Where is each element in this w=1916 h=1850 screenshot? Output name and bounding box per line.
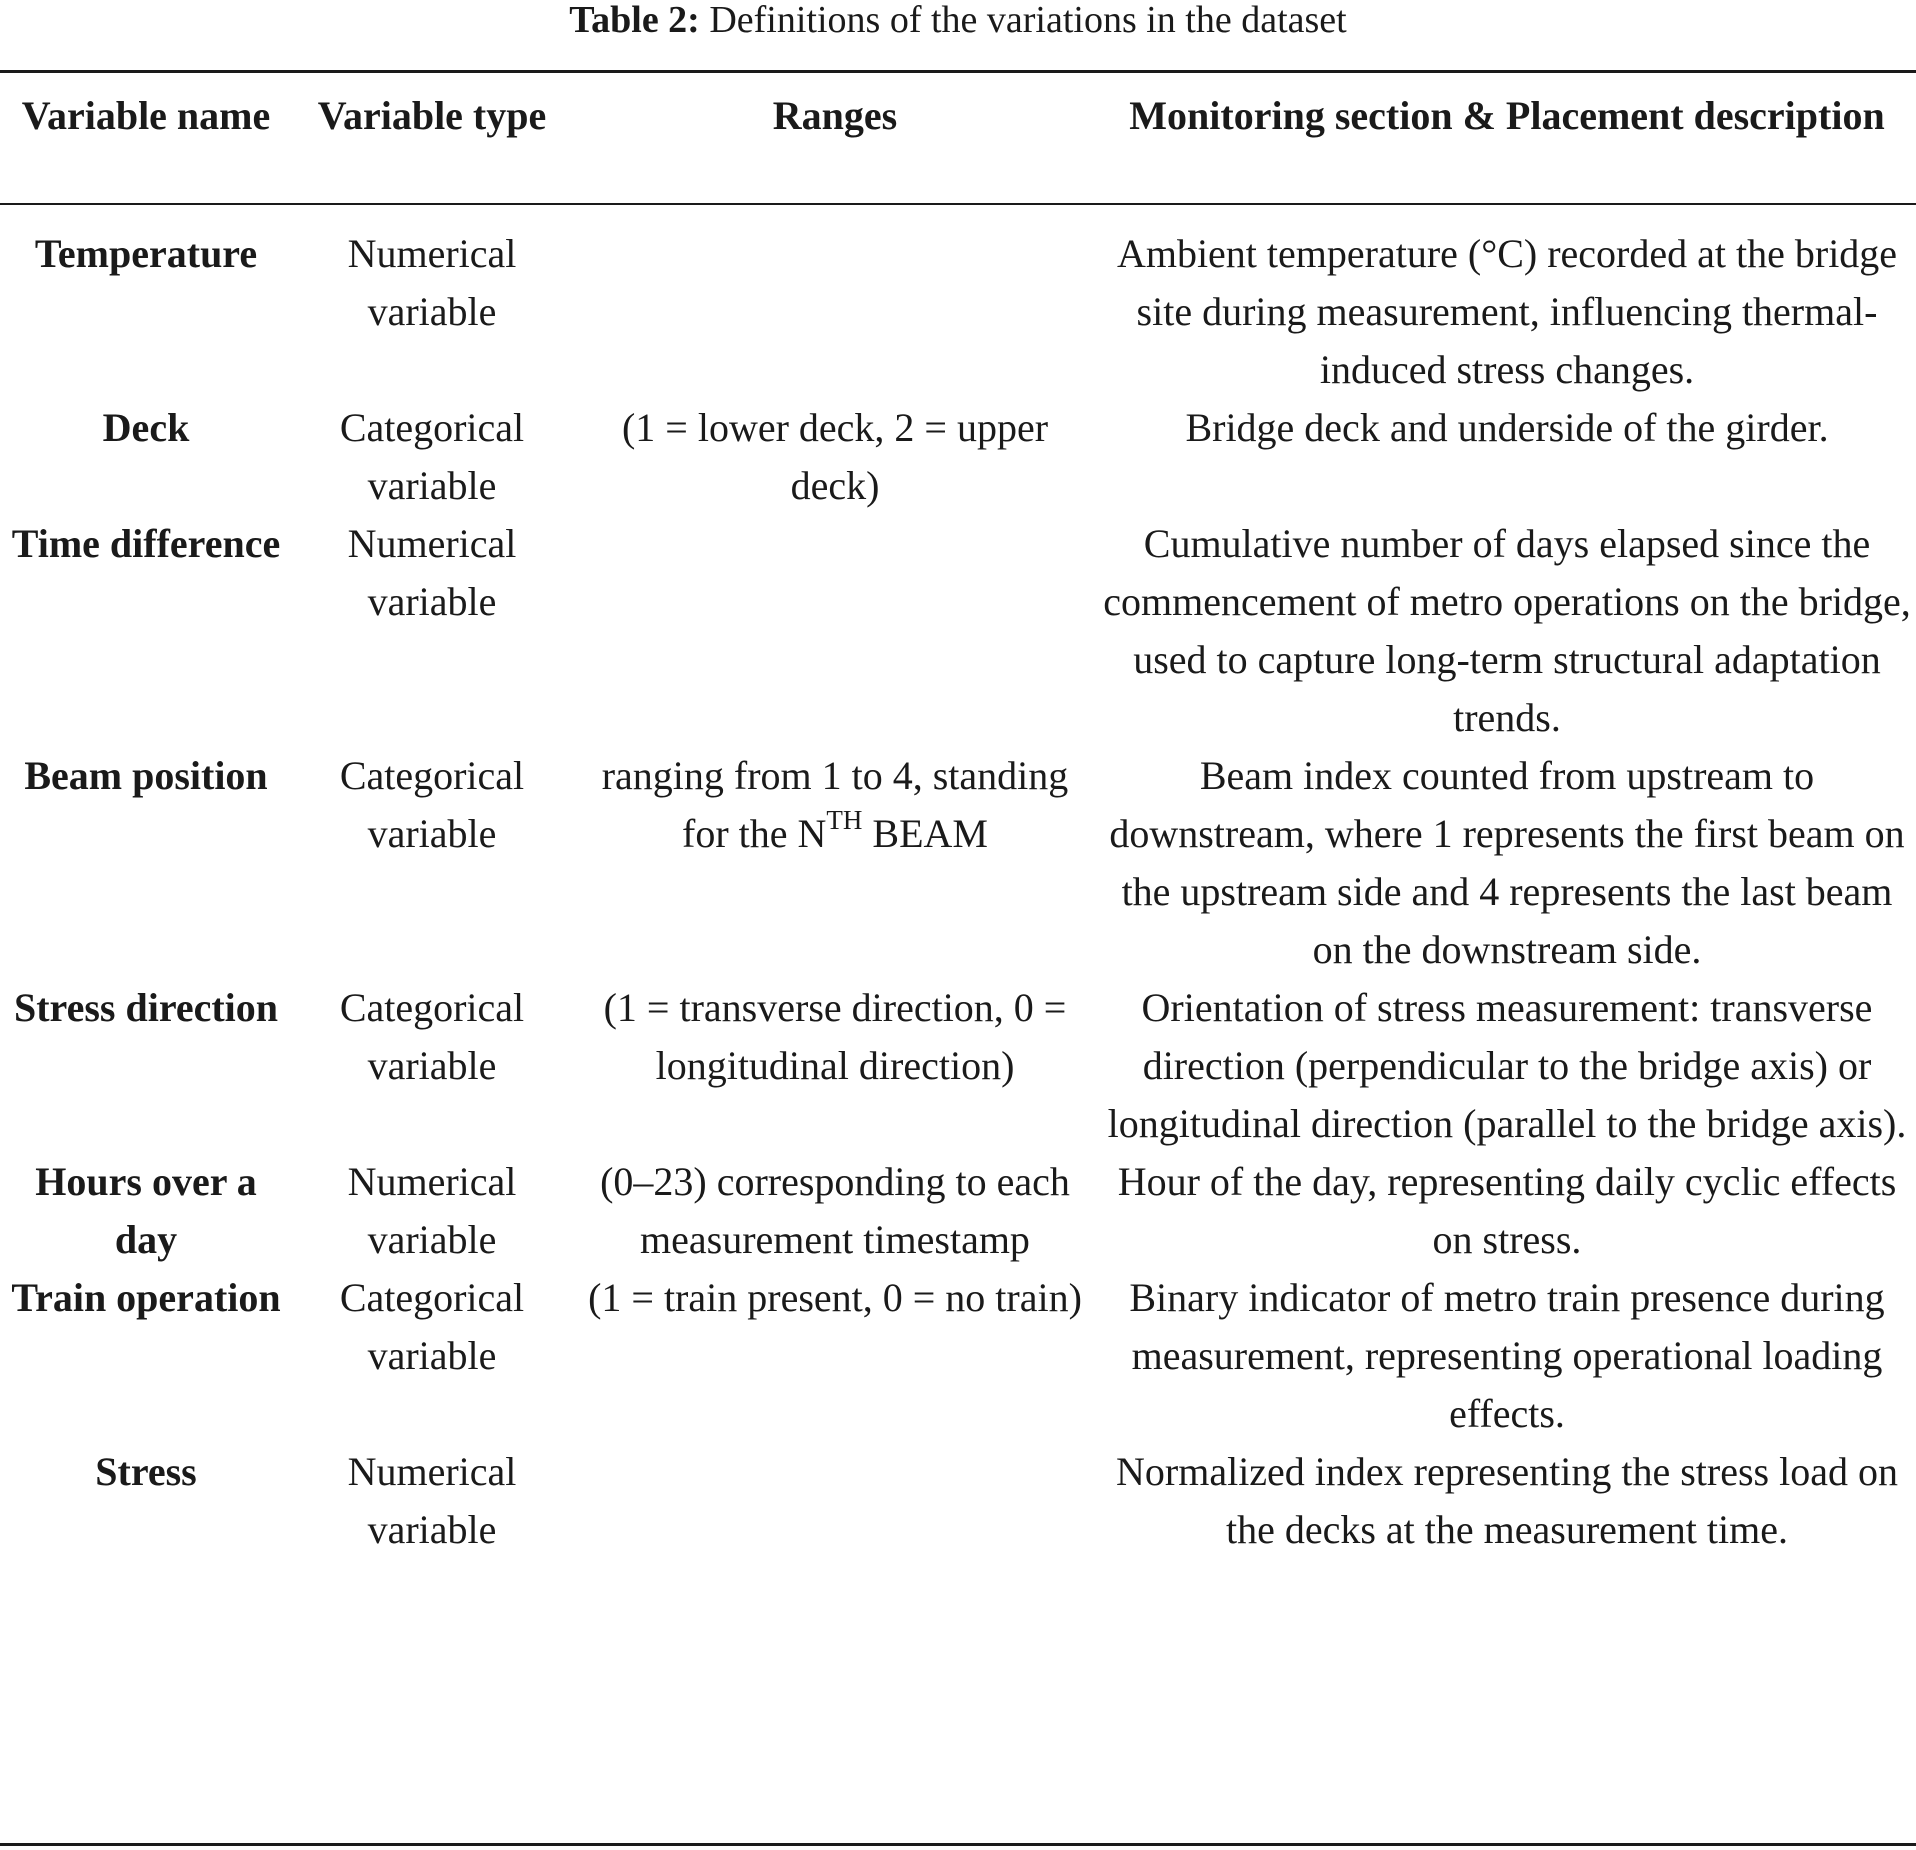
cell-range	[572, 1443, 1098, 1559]
range-text: ranging from 1 to 4, standing for the N	[601, 753, 1069, 856]
range-superscript: TH	[826, 804, 863, 835]
cell-range: (1 = transverse direction, 0 = longitudinal direction)	[603, 985, 1067, 1088]
cell-description: Binary indicator of metro train presence during measurement, representing operational loading effects.	[1129, 1275, 1885, 1436]
cell-description: Ambient temperature (°C) recorded at the bridge site during measurement, influencing thermal-induced stress changes.	[1116, 231, 1898, 392]
cell-variable-name: Temperature	[34, 231, 258, 276]
cell-variable-type: Numerical variable	[347, 1159, 517, 1262]
cell-variable-name: Train operation	[11, 1275, 281, 1320]
cell-variable-name: Deck	[102, 405, 190, 450]
header-monitoring-description: Monitoring section & Placement description	[1129, 93, 1885, 138]
cell-description: Cumulative number of days elapsed since the commencement of metro operations on the bridge, used to capture long-term structural adaptation trends.	[1103, 521, 1911, 740]
cell-variable-type: Numerical variable	[347, 521, 517, 624]
range-text-tail: BEAM	[862, 811, 988, 856]
cell-variable-type: Numerical variable	[347, 231, 517, 334]
table-header-row	[0, 87, 1916, 203]
cell-description: Beam index counted from upstream to downstream, where 1 represents the first beam on the upstream side and 4 represents the last beam on the downstream side.	[1109, 753, 1905, 972]
cell-description: Hour of the day, representing daily cyclic effects on stress.	[1117, 1159, 1897, 1262]
header-variable-name: Variable name	[21, 93, 271, 138]
cell-description: Normalized index representing the stress load on the decks at the measurement time.	[1116, 1449, 1898, 1552]
cell-range	[572, 747, 1098, 979]
cell-variable-type: Categorical variable	[339, 1275, 525, 1378]
cell-variable-type: Categorical variable	[339, 985, 525, 1088]
cell-description: Bridge deck and underside of the girder.	[1185, 405, 1829, 450]
table-bottom-rule	[0, 1843, 1916, 1846]
cell-variable-name: Hours over a day	[35, 1159, 257, 1262]
cell-range: (0–23) corresponding to each measurement timestamp	[600, 1159, 1070, 1262]
table-row	[0, 1443, 1916, 1559]
table-caption	[0, 0, 1916, 40]
cell-variable-name: Beam position	[24, 753, 268, 798]
cell-variable-type: Numerical variable	[347, 1449, 517, 1552]
cell-variable-name: Stress direction	[13, 985, 279, 1030]
cell-range	[572, 225, 1098, 399]
cell-range: (1 = train present, 0 = no train)	[588, 1275, 1082, 1320]
cell-variable-name: Stress	[95, 1449, 197, 1494]
table-row	[0, 225, 1916, 399]
cell-range	[572, 515, 1098, 747]
table-top-rule	[0, 70, 1916, 73]
cell-variable-type: Categorical variable	[339, 405, 525, 508]
cell-variable-name: Time difference	[11, 521, 281, 566]
table-caption-text: Definitions of the variations in the dataset	[709, 0, 1347, 41]
table-row	[0, 1269, 1916, 1443]
table-row	[0, 399, 1916, 515]
variables-table	[0, 87, 1916, 1559]
cell-description: Orientation of stress measurement: transverse direction (perpendicular to the bridge axis) or longitudinal direction (parallel to the bridge axis).	[1107, 985, 1907, 1146]
table-row	[0, 1153, 1916, 1269]
cell-range: (1 = lower deck, 2 = upper deck)	[621, 405, 1049, 508]
table-row	[0, 979, 1916, 1153]
header-variable-type: Variable type	[317, 93, 547, 138]
table-caption-label: Table 2:	[569, 0, 700, 41]
header-ranges: Ranges	[772, 93, 898, 138]
cell-variable-type: Categorical variable	[339, 753, 525, 856]
table-row	[0, 515, 1916, 747]
table-row	[0, 747, 1916, 979]
